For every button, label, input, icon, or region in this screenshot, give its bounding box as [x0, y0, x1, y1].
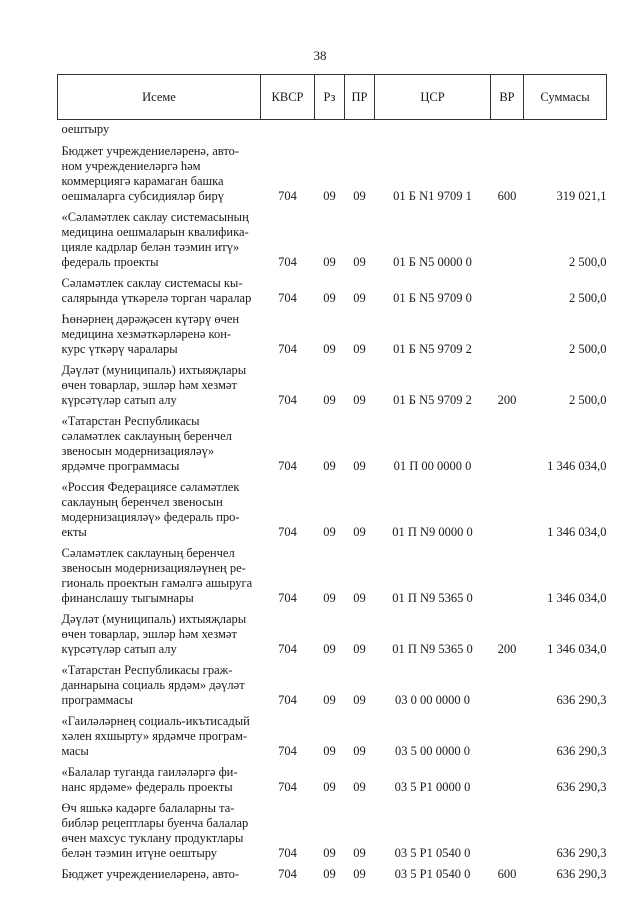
cell-sum: 636 290,3 [556, 744, 607, 758]
cell-pr: 09 [353, 642, 366, 656]
cell-kvsr: 704 [278, 525, 297, 539]
cell-vr [491, 273, 524, 309]
cell-csr: 01 Б N1 9709 1 [393, 189, 472, 203]
cell-rz: 09 [323, 459, 336, 473]
table-row [58, 543, 607, 609]
row-name-line: федераль проекты [61, 255, 159, 269]
cell-rz: 09 [323, 525, 336, 539]
row-name-line: Дәүләт (муниципаль) ихтыяҗлары [61, 363, 247, 377]
row-name-line: Өч яшькә кадәрге балаларны та- [61, 801, 235, 815]
cell-rz: 09 [323, 393, 336, 407]
cell-vr: 200 [497, 642, 517, 656]
cell-sum: 2 500,0 [569, 342, 607, 356]
row-name-line: финанслашу тыгымнары [61, 591, 194, 605]
cell-pr: 09 [353, 591, 366, 605]
table-row [58, 762, 607, 798]
row-name-line: күрсәтүләр сатып алу [61, 393, 177, 407]
table-row [58, 207, 607, 273]
header-sum: Суммасы [524, 75, 607, 120]
row-name-line: белән тәэмин итүне оештыру [61, 846, 218, 860]
cell-rz: 09 [323, 693, 336, 707]
cell-csr: 03 0 00 0000 0 [395, 693, 470, 707]
cell-sum: 319 021,1 [556, 189, 607, 203]
header-kvsr: КВСР [261, 75, 315, 120]
cell-pr: 09 [353, 744, 366, 758]
cell-csr: 01 П N9 0000 0 [392, 525, 473, 539]
cell-vr [491, 762, 524, 798]
cell-csr: 03 5 P1 0540 0 [394, 867, 471, 881]
row-name [58, 309, 261, 360]
row-name-line: Бюджет учреждениеләренә, авто- [61, 144, 240, 158]
table-row [58, 360, 607, 411]
row-name-line: өчен товарлар, эшләр һәм хезмәт [61, 378, 237, 392]
row-name [58, 411, 261, 477]
row-name-line: саклауның беренчел звеносын [61, 495, 223, 509]
cell-pr: 09 [353, 255, 366, 269]
row-name [58, 711, 261, 762]
cell-sum: 1 346 034,0 [547, 459, 607, 473]
cell-sum: 1 346 034,0 [547, 591, 607, 605]
row-name [58, 660, 261, 711]
row-name [58, 543, 261, 609]
table-row [58, 864, 607, 885]
row-name-line: «Россия Федерациясе сәламәтлек [61, 480, 240, 494]
cell-sum: 2 500,0 [569, 291, 607, 305]
row-name [58, 141, 261, 207]
row-name-line: Сәламәтлек саклауның беренчел [61, 546, 235, 560]
cell-sum: 636 290,3 [556, 846, 607, 860]
row-name-line: модернизацияләү» федераль про- [61, 510, 240, 524]
row-name-line: курс үткәрү чаралары [61, 342, 178, 356]
cell-vr [491, 798, 524, 864]
row-name-line: цияле кадрлар белән тәэмин итү» [61, 240, 240, 254]
table-row [58, 711, 607, 762]
cell-pr: 09 [353, 780, 366, 794]
cell-sum: 636 290,3 [556, 867, 607, 881]
continuation-row [58, 120, 607, 142]
row-name-line: оешмаларга субсидияләр бирү [61, 189, 224, 203]
cell-kvsr: 704 [278, 189, 297, 203]
cell-kvsr: 704 [278, 255, 297, 269]
header-csr: ЦСР [375, 75, 491, 120]
cell-vr [491, 543, 524, 609]
row-name [58, 360, 261, 411]
cell-pr: 09 [353, 846, 366, 860]
row-name [58, 207, 261, 273]
cell-kvsr: 704 [278, 780, 297, 794]
row-name-line: Сәламәтлек саклау системасы кы- [61, 276, 243, 290]
cell-kvsr: 704 [278, 744, 297, 758]
row-name-line: салярында үткәрелә торган чаралар [61, 291, 252, 305]
header-name: Исеме [58, 75, 261, 120]
table-row [58, 660, 607, 711]
cell-vr [491, 411, 524, 477]
row-name-line: звеносын модернизацияләүнең ре- [61, 561, 246, 575]
row-name [58, 477, 261, 543]
cell-kvsr: 704 [278, 591, 297, 605]
row-name-line: звеносын модернизацияләү» [61, 444, 215, 458]
cell-vr: 200 [497, 393, 517, 407]
table-row [58, 411, 607, 477]
cell-vr: 600 [497, 189, 517, 203]
table-row [58, 609, 607, 660]
cell-rz: 09 [323, 591, 336, 605]
cell-pr: 09 [353, 189, 366, 203]
cell-sum: 1 346 034,0 [547, 525, 607, 539]
cell-pr: 09 [353, 867, 366, 881]
row-name-line: коммерциягә карамаган башка [61, 174, 224, 188]
row-name-line: библәр рецептлары буенча балалар [61, 816, 249, 830]
row-name-line: нанс ярдәме» федераль проекты [61, 780, 233, 794]
cell-csr: 01 П N9 5365 0 [392, 591, 473, 605]
cell-csr: 01 Б N5 9709 2 [393, 393, 472, 407]
row-name [58, 609, 261, 660]
table-row [58, 477, 607, 543]
cell-kvsr: 704 [278, 867, 297, 881]
row-name-line: Бюджет учреждениеләренә, авто- [61, 867, 240, 881]
row-name [58, 762, 261, 798]
cell-rz: 09 [323, 780, 336, 794]
row-name-line: өчен махсус туклану продуктлары [61, 831, 244, 845]
page-number: 38 [313, 48, 327, 63]
table-row [58, 309, 607, 360]
cell-rz: 09 [323, 867, 336, 881]
row-name-line: даннарына социаль ярдәм» дәүләт [61, 678, 245, 692]
cell-vr: 600 [497, 867, 517, 881]
cell-csr: 01 П 00 0000 0 [393, 459, 472, 473]
row-name-line: масы [61, 744, 89, 758]
cell-csr: 01 Б N5 9709 2 [393, 342, 472, 356]
row-name-line: «Гаиләләрнең социаль-икътисадый [61, 714, 250, 728]
row-name-line: екты [61, 525, 87, 539]
row-name-line: «Сәламәтлек саклау системасының [61, 210, 249, 224]
cell-kvsr: 704 [278, 291, 297, 305]
cell-sum: 2 500,0 [569, 255, 607, 269]
cell-rz: 09 [323, 846, 336, 860]
row-name-line: Дәүләт (муниципаль) ихтыяҗлары [61, 612, 247, 626]
cell-rz: 09 [323, 291, 336, 305]
cell-rz: 09 [323, 342, 336, 356]
row-name-line: «Татарстан Республикасы [61, 414, 200, 428]
cell-vr [491, 660, 524, 711]
row-name-line: гиональ проектын гамәлгә ашыруга [61, 576, 253, 590]
cell-vr [491, 477, 524, 543]
cell-rz: 09 [323, 642, 336, 656]
cell-rz: 09 [323, 255, 336, 269]
cell-kvsr: 704 [278, 693, 297, 707]
table-row [58, 273, 607, 309]
cell-kvsr: 704 [278, 846, 297, 860]
cell-pr: 09 [353, 459, 366, 473]
row-name-line: күрсәтүләр сатып алу [61, 642, 177, 656]
cell-csr: 01 Б N5 9709 0 [393, 291, 472, 305]
table-row [58, 798, 607, 864]
cell-csr: 01 Б N5 0000 0 [393, 255, 472, 269]
row-name-line: Һөнәрнең дәрәҗәсен күтәрү өчен [61, 312, 240, 326]
cell-csr: 03 5 P1 0000 0 [394, 780, 471, 794]
row-name-line: сәламәтлек саклауның беренчел [61, 429, 232, 443]
row-name-line: «Балалар туганда гаиләләргә фи- [61, 765, 238, 779]
cell-vr [491, 309, 524, 360]
continuation-text: оештыру [61, 122, 110, 136]
row-name-line: ном учреждениеләргә һәм [61, 159, 201, 173]
cell-pr: 09 [353, 291, 366, 305]
row-name [58, 273, 261, 309]
cell-csr: 03 5 00 0000 0 [395, 744, 470, 758]
cell-pr: 09 [353, 525, 366, 539]
cell-rz: 09 [323, 744, 336, 758]
budget-table [57, 74, 607, 885]
cell-vr [491, 711, 524, 762]
cell-rz: 09 [323, 189, 336, 203]
cell-pr: 09 [353, 693, 366, 707]
cell-kvsr: 704 [278, 393, 297, 407]
cell-sum: 636 290,3 [556, 693, 607, 707]
header-pr: ПР [345, 75, 375, 120]
cell-pr: 09 [353, 393, 366, 407]
row-name-line: медицина оешмаларын квалифика- [61, 225, 249, 239]
row-name-line: медицина хезмәткәрләренә кон- [61, 327, 232, 341]
cell-sum: 636 290,3 [556, 780, 607, 794]
cell-sum: 1 346 034,0 [547, 642, 607, 656]
table-header-row [58, 75, 607, 120]
cell-sum: 2 500,0 [569, 393, 607, 407]
cell-kvsr: 704 [278, 459, 297, 473]
cell-csr: 03 5 P1 0540 0 [394, 846, 471, 860]
header-vr: ВР [491, 75, 524, 120]
row-name-line: «Татарстан Республикасы граж- [61, 663, 233, 677]
row-name [58, 864, 261, 885]
row-name-line: хәлен яхшырту» ярдәмче програм- [61, 729, 248, 743]
cell-csr: 01 П N9 5365 0 [392, 642, 473, 656]
header-rz: Рз [315, 75, 345, 120]
cell-kvsr: 704 [278, 642, 297, 656]
row-name-line: ярдәмче программасы [61, 459, 180, 473]
table-row [58, 141, 607, 207]
cell-vr [491, 207, 524, 273]
cell-kvsr: 704 [278, 342, 297, 356]
row-name-line: өчен товарлар, эшләр һәм хезмәт [61, 627, 237, 641]
cell-pr: 09 [353, 342, 366, 356]
row-name [58, 798, 261, 864]
row-name-line: программасы [61, 693, 133, 707]
